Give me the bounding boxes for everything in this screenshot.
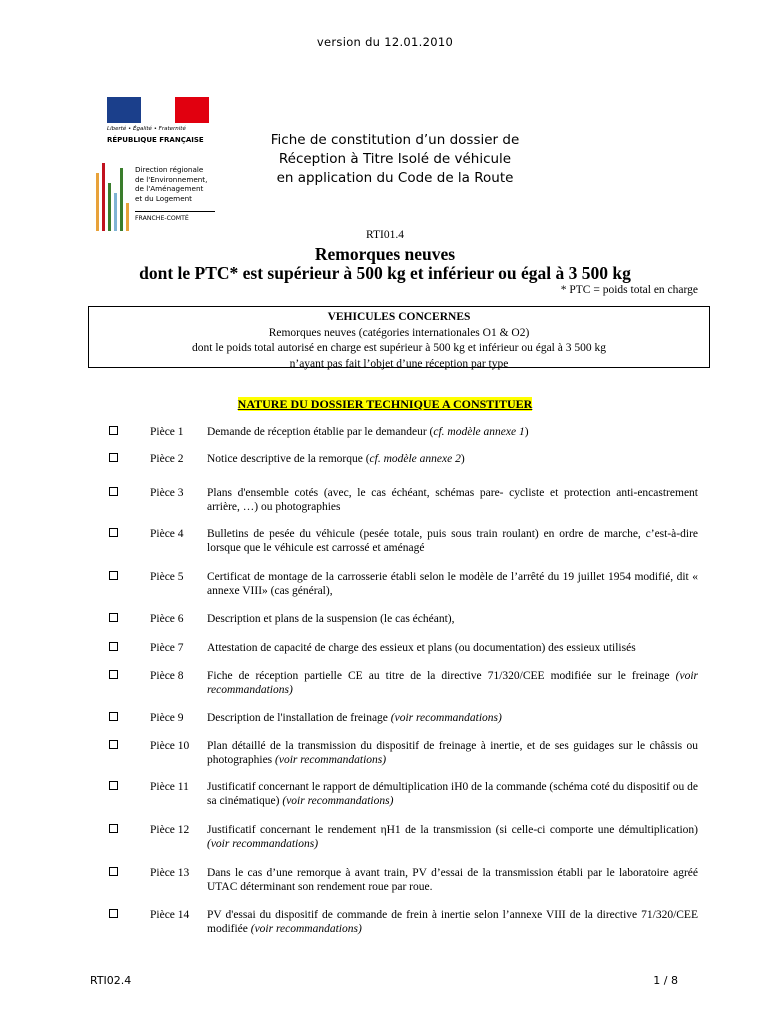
checkbox-icon[interactable] bbox=[109, 642, 118, 651]
piece-description bbox=[207, 908, 698, 936]
piece-text: Bulletins de pesée du véhicule (pesée totale, puis sous train roulant) en ordre de marche, c’est-à-dire lorsque que le véhicule est carrossé et aménagé bbox=[207, 528, 698, 554]
checkbox-icon[interactable] bbox=[109, 426, 118, 435]
piece-label: Pièce 2 bbox=[150, 453, 184, 465]
marianne-flag-icon bbox=[107, 97, 209, 123]
piece-reference: (voir recommandations) bbox=[250, 923, 362, 935]
piece-text: PV d'essai du dispositif de commande de frein à inertie selon l’annexe VIII de la directive 71/320/CEE modifiée bbox=[207, 909, 698, 935]
page-number: 1 / 8 bbox=[653, 974, 678, 987]
piece-description bbox=[207, 823, 698, 851]
piece-reference: (voir recommandations) bbox=[275, 754, 387, 766]
piece-text: Attestation de capacité de charge des essieux et plans (ou documentation) des essieux utilisés bbox=[207, 642, 636, 654]
region-name: FRANCHE-COMTÉ bbox=[135, 215, 189, 222]
piece-text: Fiche de réception partielle CE au titre de la directive 71/320/CEE modifiée sur le freinage bbox=[207, 670, 676, 682]
document-code: RTI01.4 bbox=[366, 229, 404, 241]
piece-text: Notice descriptive de la remorque ( bbox=[207, 453, 370, 465]
piece-description bbox=[207, 425, 698, 439]
vehicules-concernes-box bbox=[88, 306, 710, 368]
checkbox-icon[interactable] bbox=[109, 487, 118, 496]
piece-description bbox=[207, 780, 698, 808]
piece-reference: cf. modèle annexe 2 bbox=[369, 453, 461, 465]
logo-divider bbox=[135, 211, 215, 212]
vehicules-line-2: dont le poids total autorisé en charge est supérieur à 500 kg et inférieur ou égal à 3 500 kg bbox=[192, 342, 606, 354]
piece-text-end: ) bbox=[524, 426, 529, 438]
piece-description bbox=[207, 641, 698, 655]
checkbox-icon[interactable] bbox=[109, 670, 118, 679]
piece-description bbox=[207, 452, 698, 466]
piece-label: Pièce 6 bbox=[150, 613, 184, 625]
checkbox-icon[interactable] bbox=[109, 740, 118, 749]
piece-reference: (voir recommandations) bbox=[390, 712, 502, 724]
piece-label: Pièce 13 bbox=[150, 867, 190, 879]
piece-label: Pièce 5 bbox=[150, 571, 184, 583]
checkbox-icon[interactable] bbox=[109, 571, 118, 580]
piece-label: Pièce 9 bbox=[150, 712, 184, 724]
piece-text: Justificatif concernant le rendement ηH1 de la transmission (si celle-ci comporte une démultiplication) bbox=[207, 824, 698, 836]
piece-reference: (voir recommandations) bbox=[282, 795, 394, 807]
piece-text: Justificatif concernant le rapport de démultiplication iH0 de la commande (schéma coté du dispositif ou de sa cinématique) bbox=[207, 781, 698, 807]
nature-heading: NATURE DU DOSSIER TECHNIQUE A CONSTITUER bbox=[237, 397, 533, 411]
checkbox-icon[interactable] bbox=[109, 528, 118, 537]
piece-text-end: ) bbox=[460, 453, 465, 465]
piece-label: Pièce 1 bbox=[150, 426, 184, 438]
direction-name: Direction régionale de l'Environnement, de l'Aménagement et du Logement bbox=[135, 165, 208, 203]
version-date: version du 12.01.2010 bbox=[316, 35, 454, 49]
republic-motto: Liberté • Égalité • Fraternité bbox=[107, 126, 186, 132]
republic-name: RÉPUBLIQUE FRANÇAISE bbox=[107, 136, 204, 144]
piece-description bbox=[207, 669, 698, 697]
checkbox-icon[interactable] bbox=[109, 613, 118, 622]
piece-text: Description et plans de la suspension (le cas échéant), bbox=[207, 613, 455, 625]
piece-label: Pièce 12 bbox=[150, 824, 190, 836]
piece-reference: (voir recommandations) bbox=[207, 670, 698, 696]
piece-label: Pièce 4 bbox=[150, 528, 184, 540]
checkbox-icon[interactable] bbox=[109, 867, 118, 876]
piece-reference: cf. modèle annexe 1 bbox=[433, 426, 525, 438]
piece-label: Pièce 8 bbox=[150, 670, 184, 682]
piece-label: Pièce 14 bbox=[150, 909, 190, 921]
footer-code: RTI02.4 bbox=[90, 974, 132, 987]
checkbox-icon[interactable] bbox=[109, 453, 118, 462]
piece-label: Pièce 10 bbox=[150, 740, 190, 752]
piece-text: Plan détaillé de la transmission du dispositif de freinage à inertie, et de ses guidages sur le châssis ou photographies bbox=[207, 740, 698, 766]
piece-text: Description de l'installation de freinage bbox=[207, 712, 391, 724]
checkbox-icon[interactable] bbox=[109, 781, 118, 790]
piece-text: Certificat de montage de la carrosserie établi selon le modèle de l’arrêté du 19 juillet 1954 modifié, dit « annexe VIII» (cas général), bbox=[207, 571, 698, 597]
main-title: Remorques neuves dont le PTC* est supérieur à 500 kg et inférieur ou égal à 3 500 kg bbox=[139, 244, 631, 283]
piece-description bbox=[207, 866, 698, 894]
vehicules-line-1: Remorques neuves (catégories internationales O1 & O2) bbox=[268, 326, 530, 339]
piece-description bbox=[207, 570, 698, 598]
ptc-footnote: * PTC = poids total en charge bbox=[560, 284, 698, 296]
piece-text: Plans d'ensemble cotés (avec, le cas échéant, schémas pare- cycliste et protection anti-encastrement arrière, …) ou photographies bbox=[207, 487, 698, 513]
piece-text: Demande de réception établie par le demandeur ( bbox=[207, 426, 434, 438]
piece-reference: (voir recommandations) bbox=[207, 838, 319, 850]
prefecture-logo bbox=[93, 83, 215, 231]
piece-description bbox=[207, 711, 698, 725]
piece-text: Dans le cas d’une remorque à avant train, PV d’essai de la transmission établi par le laboratoire agréé UTAC déterminant son rendement roue par roue. bbox=[207, 867, 698, 893]
piece-description bbox=[207, 612, 698, 626]
fiche-title: Fiche de constitution d’un dossier de Réception à Titre Isolé de véhicule en application du Code de la Route bbox=[270, 132, 520, 186]
vehicules-heading: VEHICULES CONCERNES bbox=[327, 311, 471, 323]
piece-label: Pièce 3 bbox=[150, 487, 184, 499]
piece-label: Pièce 11 bbox=[150, 781, 189, 793]
checkbox-icon[interactable] bbox=[109, 712, 118, 721]
piece-description bbox=[207, 527, 698, 555]
piece-description bbox=[207, 739, 698, 767]
piece-description bbox=[207, 486, 698, 514]
vehicules-line-3: n’ayant pas fait l’objet d’une réception par type bbox=[289, 357, 509, 370]
piece-label: Pièce 7 bbox=[150, 642, 184, 654]
checkbox-icon[interactable] bbox=[109, 824, 118, 833]
checkbox-icon[interactable] bbox=[109, 909, 118, 918]
